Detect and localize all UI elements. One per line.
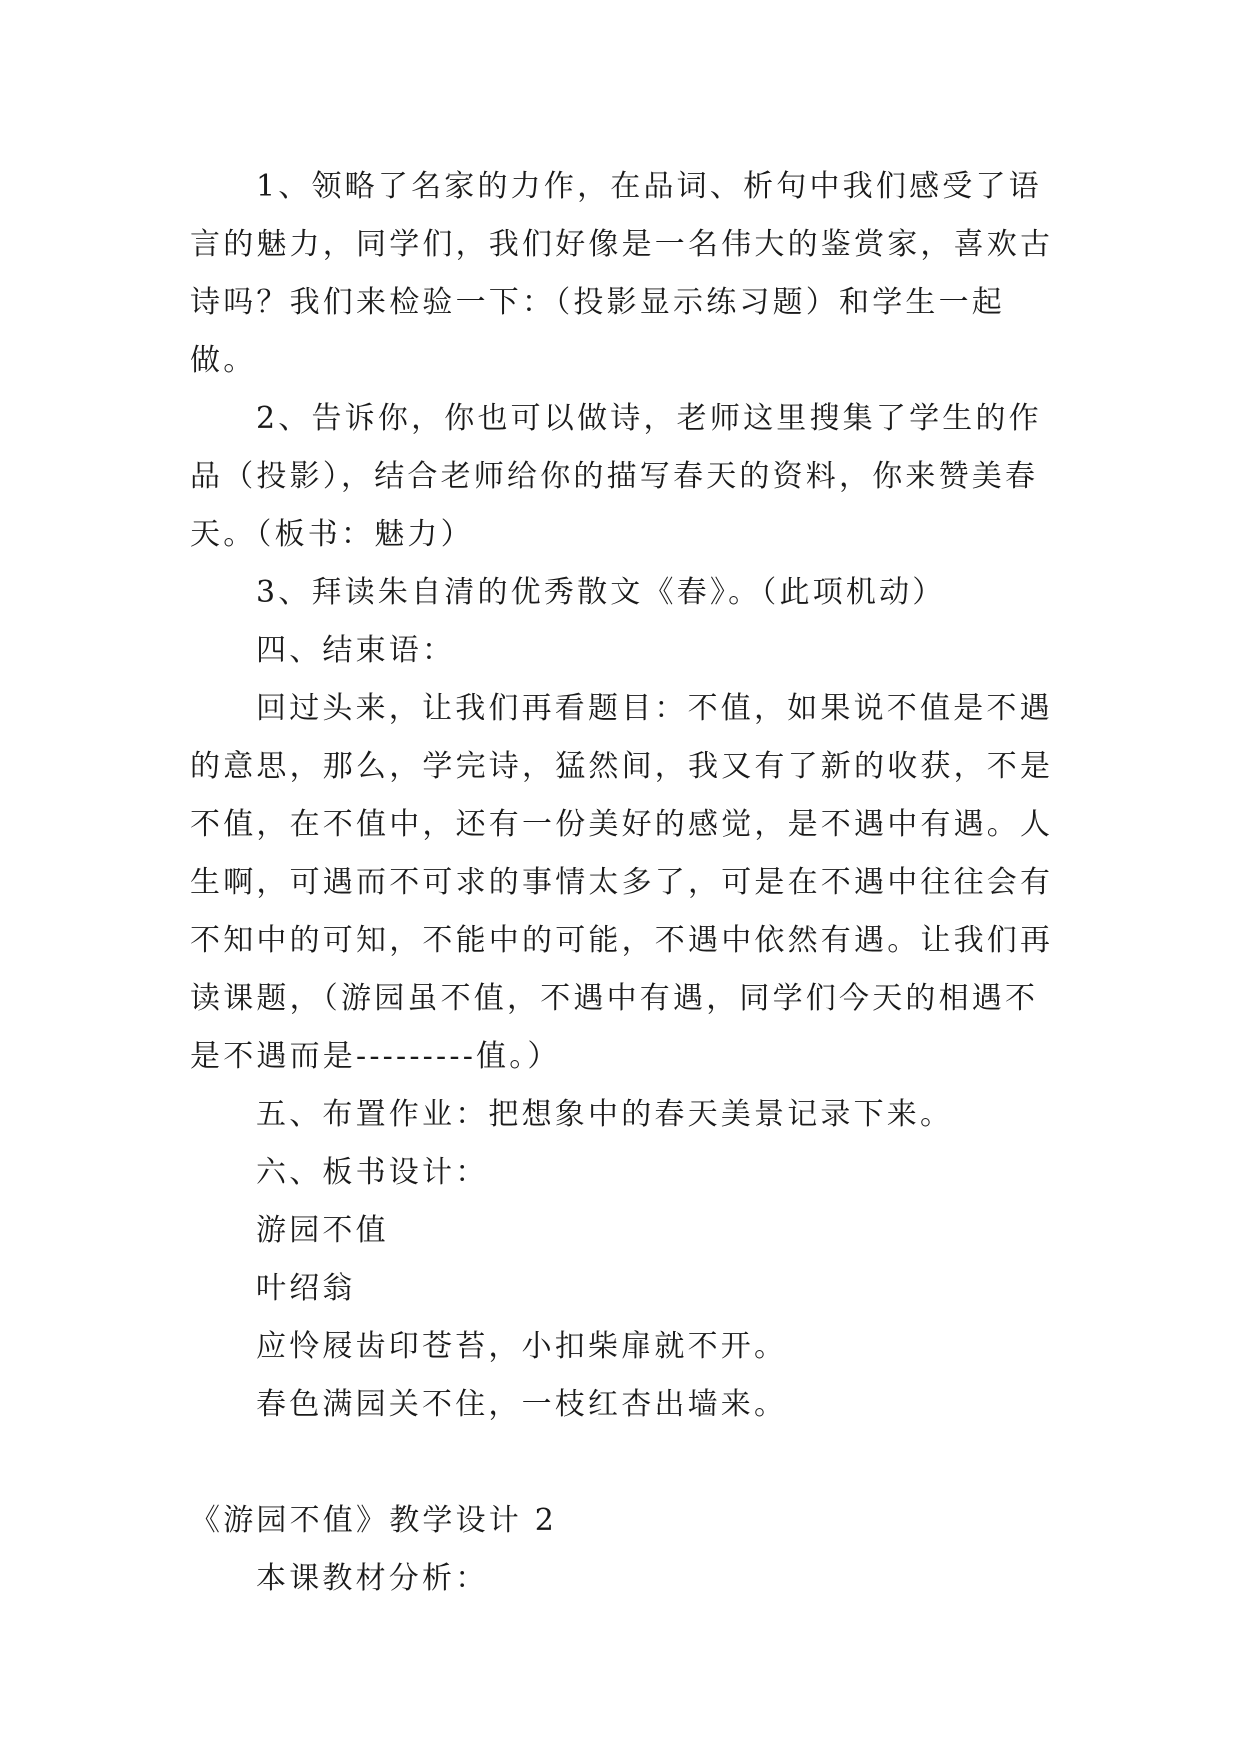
poem-line-2: 春色满园关不住，一枝红杏出墙来。 (256, 1387, 788, 1422)
poem-line-1: 应怜屐齿印苍苔，小扣柴扉就不开。 (256, 1329, 788, 1364)
paragraph-1: 1、领略了名家的力作，在品词、析句中我们感受了语言的魅力，同学们，我们好像是一名伟大的鉴赏家，喜欢古诗吗？我们来检验一下：（投影显示练习题）和学生一起做。 (190, 169, 1054, 378)
paragraph-homework: 五、布置作业：把想象中的春天美景记录下来。 (256, 1097, 954, 1132)
document-body (190, 158, 1060, 1608)
poem-author: 叶绍翁 (256, 1271, 356, 1306)
heading-conclusion: 四、结束语： (256, 633, 456, 668)
paragraph-2: 2、告诉你，你也可以做诗，老师这里搜集了学生的作品（投影），结合老师给你的描写春天的资料，你来赞美春天。（板书：魅力） (190, 401, 1042, 552)
paragraph-3: 3、拜读朱自清的优秀散文《春》。（此项机动） (256, 575, 946, 610)
section-title: 《游园不值》教学设计 2 (190, 1503, 558, 1538)
paragraph-conclusion: 回过头来，让我们再看题目：不值，如果说不值是不遇的意思，那么，学完诗，猛然间，我又有了新的收获，不是不值，在不值中，还有一份美好的感觉，是不遇中有遇。人生啊，可遇而不可求的事情太多了，可是在不遇中往往会有不知中的可知，不能中的可能，不遇中依然有遇。让我们再读课题，（游园虽不值，不遇中有遇，同学们今天的相遇不是不遇而是---------值。） (190, 691, 1054, 1074)
poem-title: 游园不值 (256, 1213, 389, 1248)
heading-board-design: 六、板书设计： (256, 1155, 489, 1190)
paragraph-analysis: 本课教材分析： (256, 1561, 489, 1596)
section-spacer (190, 1434, 1060, 1492)
